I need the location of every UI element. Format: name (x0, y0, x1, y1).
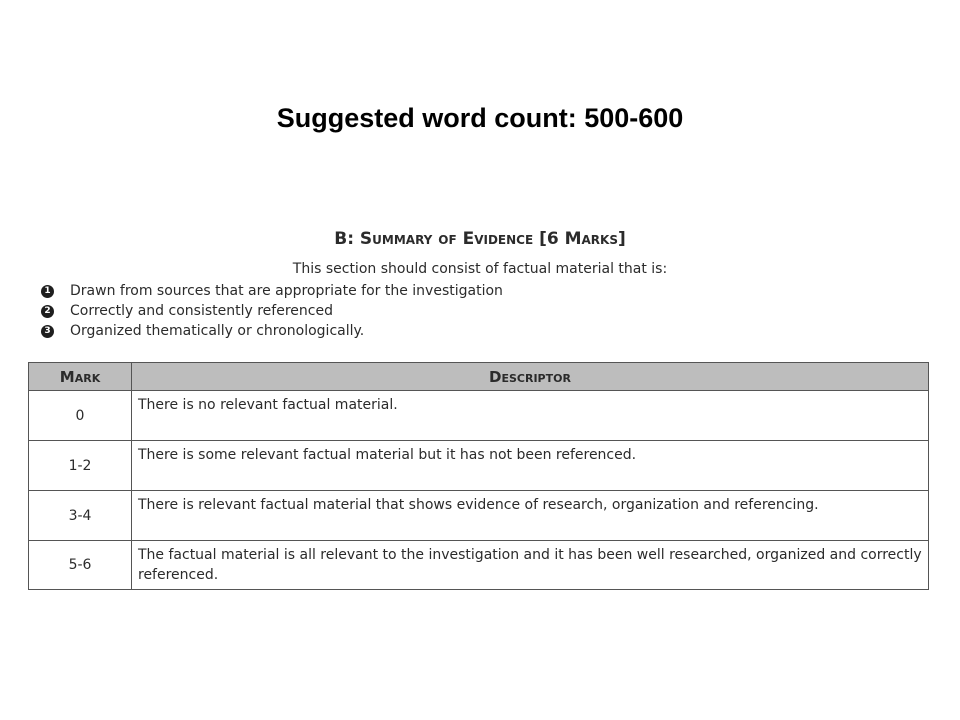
rubric-table (28, 362, 929, 590)
number-2-icon: 2 (41, 305, 54, 318)
number-3-icon: 3 (41, 325, 54, 338)
section-intro: This section should consist of factual material that is: (292, 261, 668, 277)
criteria-item (41, 281, 503, 301)
slide-title: Suggested word count: 500-600 (276, 103, 684, 133)
descriptor-cell: There is relevant factual material that shows evidence of research, organization and referencing. (132, 491, 929, 541)
descriptor-cell: There is some relevant factual material but it has not been referenced. (132, 441, 929, 491)
table-row (29, 541, 929, 590)
section-heading: B: Summary of Evidence [6 Marks] (334, 229, 626, 249)
mark-cell: 0 (29, 391, 132, 441)
criteria-list (41, 281, 503, 341)
column-header-mark: Mark (29, 363, 132, 391)
mark-cell: 3-4 (29, 491, 132, 541)
criteria-item (41, 321, 503, 341)
mark-cell: 1-2 (29, 441, 132, 491)
mark-cell: 5-6 (29, 541, 132, 590)
criteria-item (41, 301, 503, 321)
table-row (29, 391, 929, 441)
descriptor-cell: There is no relevant factual material. (132, 391, 929, 441)
table-row (29, 491, 929, 541)
criteria-text: Organized thematically or chronologically. (70, 323, 365, 339)
number-1-icon: 1 (41, 285, 54, 298)
column-header-descriptor: Descriptor (132, 363, 929, 391)
descriptor-cell: The factual material is all relevant to the investigation and it has been well researched, organized and correctly referenced. (132, 541, 929, 590)
table-row (29, 441, 929, 491)
table-header-row (29, 363, 929, 391)
criteria-text: Drawn from sources that are appropriate for the investigation (70, 283, 503, 299)
criteria-text: Correctly and consistently referenced (70, 303, 333, 319)
